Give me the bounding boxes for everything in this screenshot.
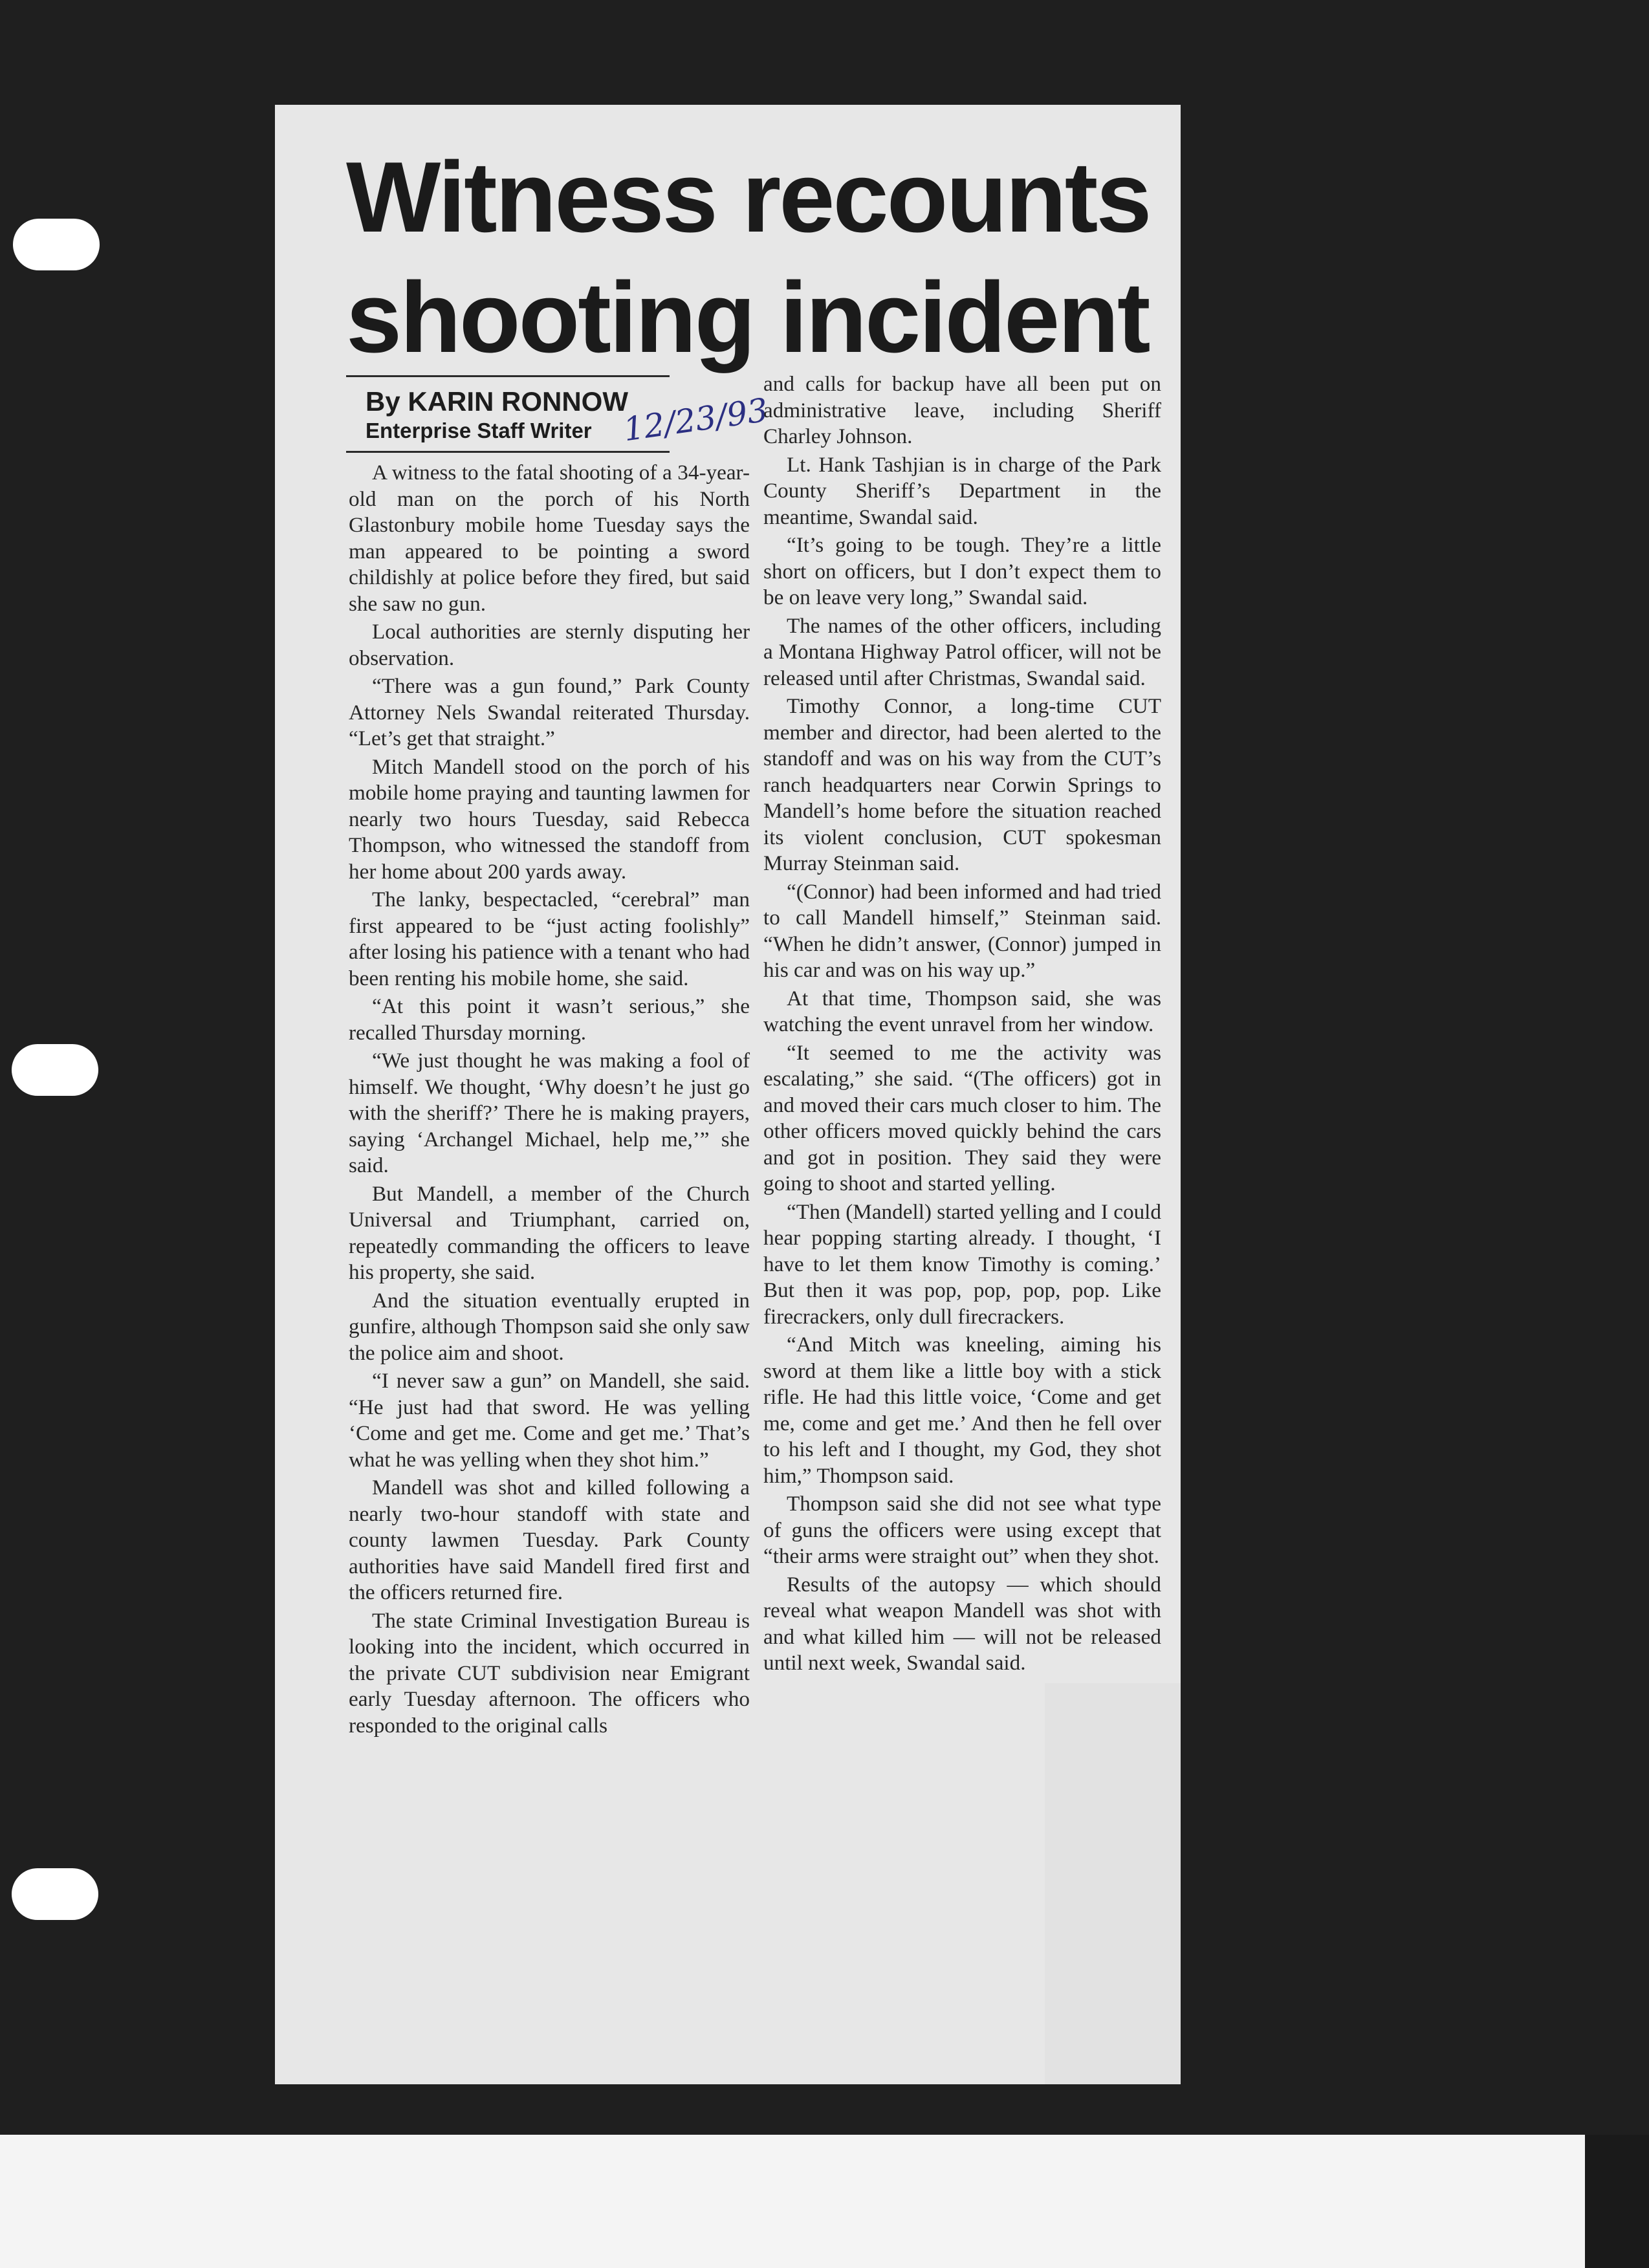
newspaper-clipping: [275, 105, 1181, 2084]
paragraph: Thompson said she did not see what type of guns the officers were using except that “their arms were straight out” when they shot.: [763, 1492, 1161, 1568]
paragraph: The lanky, bespectacled, “cerebral” man first appeared to be “just acting foolishly” after losing his patience with a tenant who had been renting his mobile home, she said.: [349, 888, 750, 990]
paragraph: “There was a gun found,” Park County Attorney Nels Swandal reiterated Thursday. “Let’s get that straight.”: [349, 674, 750, 750]
paragraph: But Mandell, a member of the Church Universal and Triumphant, carried on, repeatedly commanding the officers to leave his property, she said.: [349, 1181, 750, 1284]
byline-title: Enterprise Staff Writer: [366, 419, 592, 442]
paragraph: “I never saw a gun” on Mandell, she said. “He just had that sword. He was yelling ‘Come and get me. Come and get me.’ That’s what he was yelling when they shot him.”: [349, 1369, 750, 1472]
handwritten-date: 12/23/93: [621, 391, 770, 449]
article-column-left: [349, 460, 750, 1741]
clipping-lower-right-strip: [1045, 1683, 1181, 2084]
paragraph: The names of the other officers, including a Montana Highway Patrol officer, will not be released until after Christmas, Swandal said.: [763, 613, 1161, 690]
headline: Witness recounts shooting incident: [346, 141, 1150, 373]
paragraph: and calls for backup have all been put on administrative leave, including Sheriff Charley Johnson.: [763, 372, 1161, 448]
paragraph: And the situation eventually erupted in gunfire, although Thompson said she only saw the police aim and shoot.: [349, 1288, 750, 1365]
paragraph: “And Mitch was kneeling, aiming his sword at them like a little boy with a stick rifle. He had this little voice, ‘Come and get me, come and get me.’ And then he fell over to his left and I thought, my God, they shot him,” Thompson said.: [763, 1333, 1161, 1488]
paragraph: “We just thought he was making a fool of himself. We thought, ‘Why doesn’t he just go with the sheriff?’ There he is making prayers, saying ‘Archangel Michael, help me,’” she said.: [349, 1049, 750, 1177]
paragraph: Timothy Connor, a long-time CUT member and director, had been alerted to the standoff and was on his way from the CUT’s ranch headquarters near Corwin Springs to Mandell’s home before the situation reached its violent conclusion, CUT spokesman Murray Steinman said.: [763, 694, 1161, 875]
paragraph: At that time, Thompson said, she was watching the event unravel from her window.: [763, 986, 1161, 1036]
scanner-bottom-corner: [1585, 2135, 1649, 2268]
binder-hole-bottom: [12, 1868, 98, 1920]
paragraph: “At this point it wasn’t serious,” she recalled Thursday morning.: [349, 994, 750, 1045]
byline-author: By KARIN RONNOW: [366, 386, 628, 417]
paragraph: The state Criminal Investigation Bureau is looking into the incident, which occurred in the private CUT subdivision near Emigrant early Tuesday afternoon. The officers who responded to the original calls: [349, 1608, 750, 1738]
paragraph: “It’s going to be tough. They’re a little short on officers, but I don’t expect them to be on leave very long,” Swandal said.: [763, 533, 1161, 609]
paragraph: “It seemed to me the activity was escalating,” she said. “(The officers) got in and moved their cars much closer to him. The other officers moved quickly behind the cars and got in position. They said they were going to shoot and started yelling.: [763, 1040, 1161, 1195]
paragraph: Mitch Mandell stood on the porch of his mobile home praying and taunting lawmen for nearly two hours Tuesday, said Rebecca Thompson, who witnessed the standoff from her home about 200 yards away.: [349, 754, 750, 884]
paragraph: “Then (Mandell) started yelling and I could hear popping starting already. I thought, ‘I have to let them know Timothy is coming.’ But then it was pop, pop, pop, pop. Like firecrackers, only dull firecrackers.: [763, 1199, 1161, 1329]
paragraph: “(Connor) had been informed and had tried to call Mandell himself,” Steinman said. “When he didn’t answer, (Connor) jumped in his car and was on his way up.”: [763, 879, 1161, 982]
paragraph: A witness to the fatal shooting of a 34-year-old man on the porch of his North Glastonbury mobile home Tuesday says the man appeared to be pointing a sword childishly at police before they fired, but said she saw no gun.: [349, 461, 750, 616]
binder-hole-top: [13, 219, 100, 270]
paragraph: Results of the autopsy — which should reveal what weapon Mandell was shot with and what killed him — will not be released until next week, Swandal said.: [763, 1572, 1161, 1675]
paragraph: Lt. Hank Tashjian is in charge of the Park County Sheriff’s Department in the meantime, Swandal said.: [763, 452, 1161, 529]
scanner-bottom-margin: [0, 2135, 1649, 2268]
article-column-right: [763, 371, 1161, 1679]
binder-hole-middle: [12, 1044, 98, 1096]
paragraph: Local authorities are sternly disputing her observation.: [349, 620, 750, 670]
paragraph: Mandell was shot and killed following a nearly two-hour standoff with state and county lawmen Tuesday. Park County authorities have said Mandell fired first and the officers returned fire.: [349, 1476, 750, 1604]
